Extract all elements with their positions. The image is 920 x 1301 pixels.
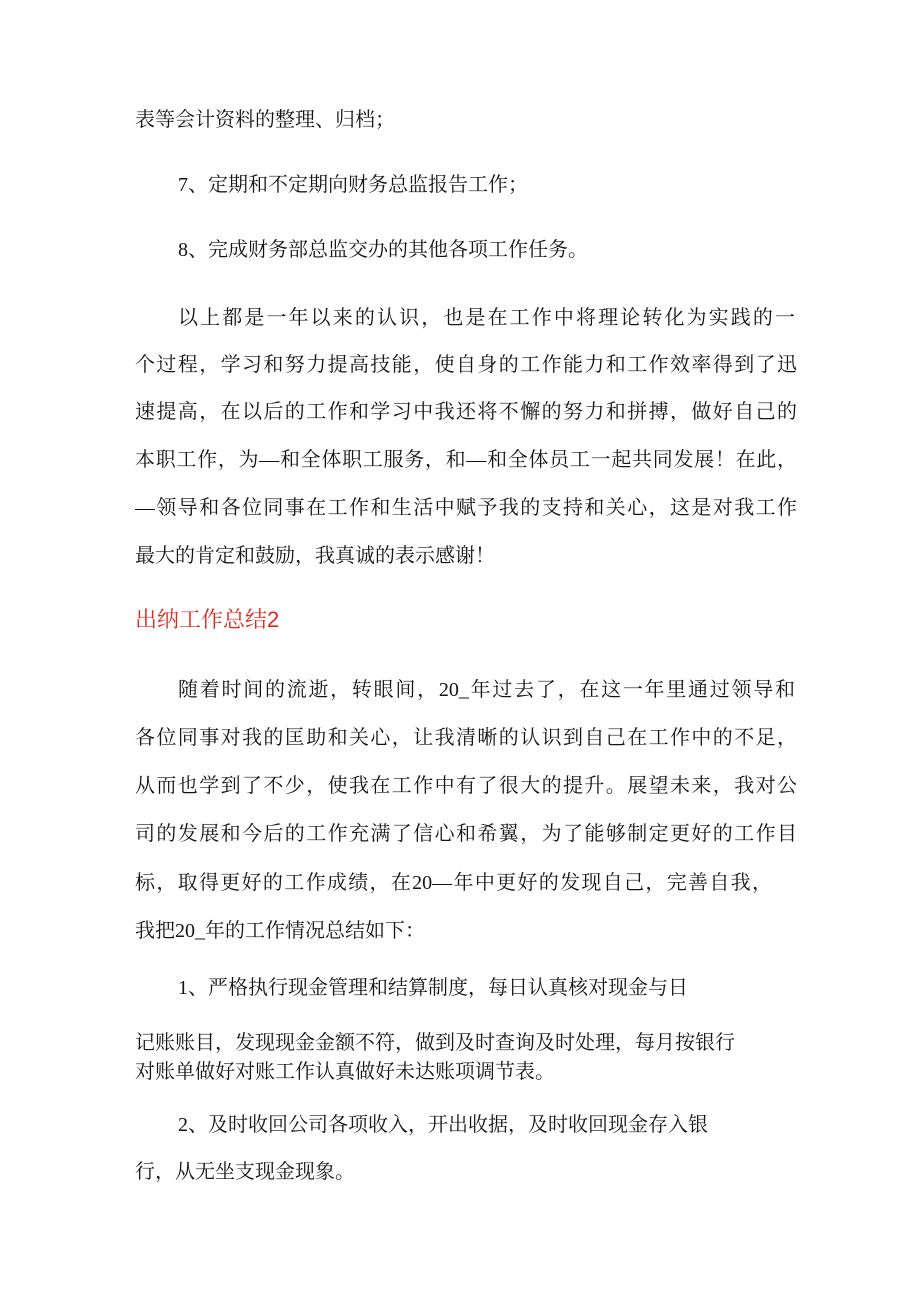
text-line: 记账账目，发现现金金额不符，做到及时查询及时处理，每月按银行 <box>135 1032 735 1054</box>
list-item-7: 7、定期和不定期向财务总监报告工作； <box>178 174 528 196</box>
text-line: 个过程，学习和努力提高技能，使自身的工作能力和工作效率得到了迅 <box>135 354 797 376</box>
text-line: 随着时间的流逝，转眼间，20_年过去了，在这一年里通过领导和 <box>178 679 795 701</box>
list-item-2: 2、及时收回公司各项收入，开出收据，及时收回现金存入银 <box>178 1114 708 1136</box>
text-line: 速提高，在以后的工作和学习中我还将不懈的努力和拼搏，做好自己的 <box>135 401 797 423</box>
text-line: 本职工作，为—和全体职工服务，和—和全体员工一起共同发展！在此， <box>135 449 797 471</box>
text-line: 司的发展和今后的工作充满了信心和希翼，为了能够制定更好的工作目 <box>135 823 797 845</box>
text-line: 从而也学到了不少，使我在工作中有了很大的提升。展望未来，我对公 <box>135 775 797 797</box>
text-line: 各位同事对我的匡助和关心，让我清晰的认识到自己在工作中的不足， <box>135 727 797 749</box>
text-line: 最大的肯定和鼓励，我真诚的表示感谢！ <box>135 545 495 567</box>
text-line: 对账单做好对账工作认真做好未达账项调节表。 <box>135 1061 555 1083</box>
text-line: 标，取得更好的工作成绩，在20—年中更好的发现自己，完善自我， <box>135 872 772 894</box>
text-line: 行，从无坐支现金现象。 <box>135 1161 355 1183</box>
text-line: 以上都是一年以来的认识，也是在工作中将理论转化为实践的一 <box>178 307 795 329</box>
list-item-1: 1、严格执行现金管理和结算制度，每日认真核对现金与日 <box>178 977 688 999</box>
text-line: 我把20_年的工作情况总结如下： <box>135 920 425 942</box>
text-line: —领导和各位同事在工作和生活中赋予我的支持和关心，这是对我工作 <box>135 497 797 519</box>
list-item-8: 8、完成财务部总监交办的其他各项工作任务。 <box>178 239 588 261</box>
section-heading: 出纳工作总结2 <box>135 607 280 632</box>
text-line: 表等会计资料的整理、归档； <box>135 109 395 131</box>
